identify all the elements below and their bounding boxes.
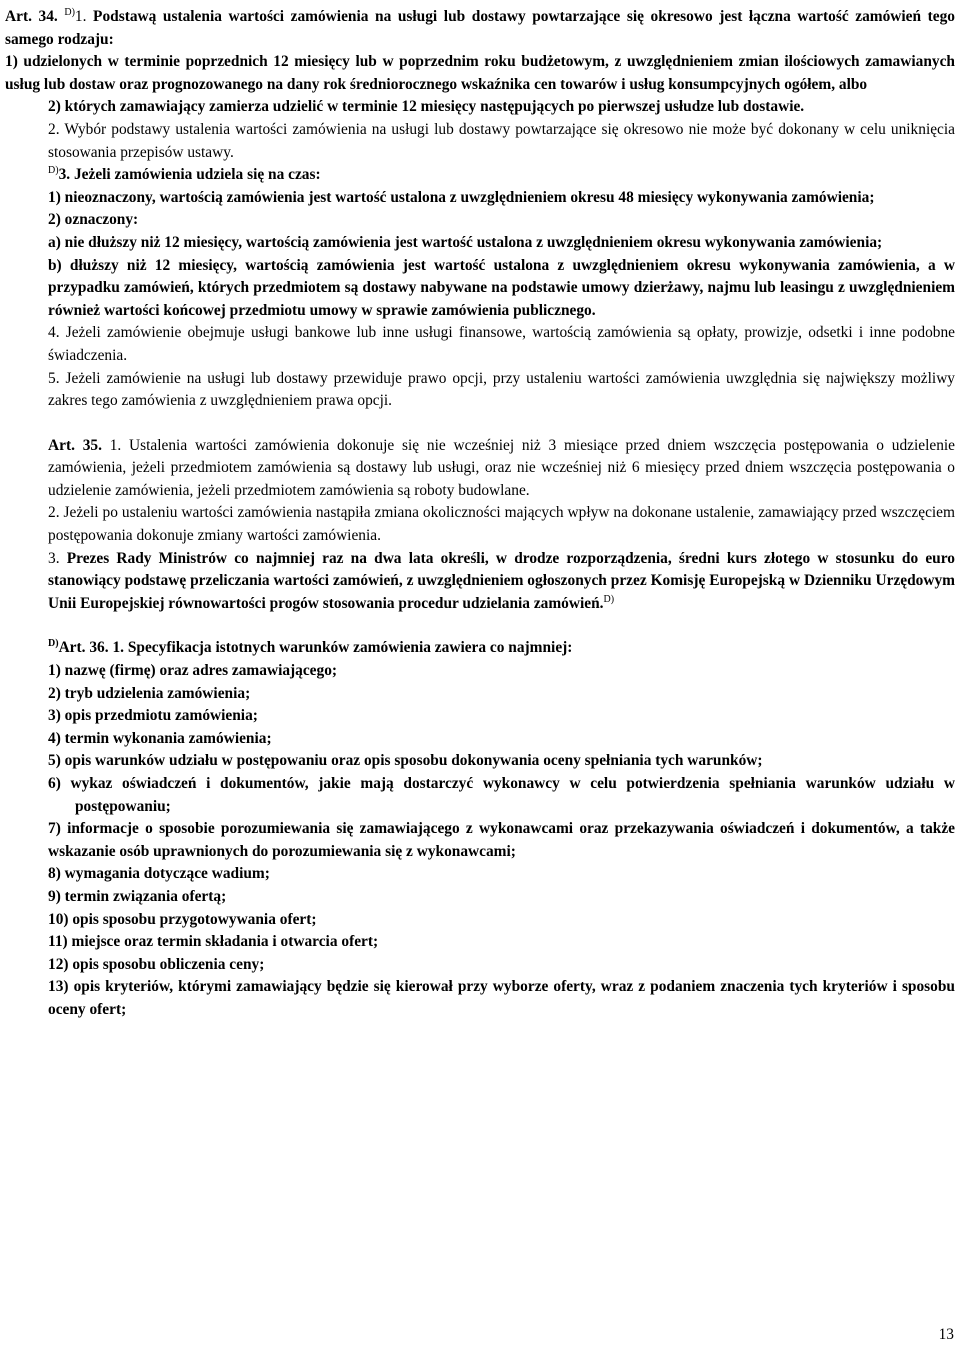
art34-p3-point1: 1) nieoznaczony, wartością zamówienia jest wartość ustalona z uwzględnieniem okresu 48 miesięcy wykonywania zamówienia; xyxy=(48,188,875,206)
art34-p1-text: Podstawą ustalenia wartości zamówienia na usługi lub dostawy powtarzające się okresowo jest łączna wartość zamówień tego samego rodzaju: xyxy=(5,8,955,48)
list-item: 6) wykaz oświadczeń i dokumentów, jakie mają dostarczyć wykonawcy w celu potwierdzenia spełniania warunków udziału w postępowaniu; xyxy=(48,775,955,815)
art35-heading: Art. 35. xyxy=(48,436,102,454)
art35-p3-text: Prezes Rady Ministrów co najmniej raz na dwa lata określi, w drodze rozporządzenia, średni kurs złotego w stosunku do euro stanowiący podstawę przeliczania wartości zamówień, z uwzględnieniem ogłoszonych przez Komisję Europejską w Dzienniku Urzędowym Unii Europejskiej równowartości progów stosowania procedur udzielania zamówień. xyxy=(48,549,955,612)
art35-p2-num: 2. xyxy=(48,504,60,522)
list-item: 1) nazwę (firmę) oraz adres zamawiającego; xyxy=(48,662,338,680)
art34-p1-point2: 2) których zamawiający zamierza udzielić w terminie 12 miesięcy następujących po pierwszej usłudze lub dostawie. xyxy=(48,98,805,116)
art34-p1-point1: 1) udzielonych w terminie poprzednich 12 miesięcy lub w poprzednim roku budżetowym, z uwzględnieniem zmian ilościowych zamawianych usług lub dostaw oraz prognozowanego na dany rok średniorocznego wskaźnika cen towarów i usług konsumpcyjnych ogółem, albo xyxy=(5,53,955,93)
art35-p3 xyxy=(5,548,955,616)
art34-p3-num: 3. xyxy=(58,166,71,184)
document-page xyxy=(5,6,955,1022)
list-item: 12) opis sposobu obliczenia ceny; xyxy=(48,955,265,973)
art34-p5-num: 5. xyxy=(48,369,60,387)
art34-p5 xyxy=(5,368,955,413)
art35-p2 xyxy=(5,502,955,547)
art34-p2-text: Wybór podstawy ustalenia wartości zamówienia na usługi lub dostawy powtarzające się okresowo nie może być dokonany w celu uniknięcia stosowania przepisów ustawy. xyxy=(48,120,955,161)
art35-p1-num: 1. xyxy=(109,436,122,454)
list-item: 13) opis kryteriów, którymi zamawiający będzie się kierował przy wyborze oferty, wraz z podaniem znaczenia tych kryteriów i sposobu oceny ofert; xyxy=(48,978,955,1018)
list-item: 7) informacje o sposobie porozumiewania się zamawiającego z wykonawcami oraz przekazywania oświadczeń i dokumentów, a także wskazanie osób uprawnionych do porozumiewania się z wykonawcami; xyxy=(48,820,955,860)
art34-p3-text: Jeżeli zamówienia udziela się na czas: xyxy=(73,166,321,184)
section-gap xyxy=(5,413,955,435)
list-item: 9) termin związania ofertą; xyxy=(48,887,227,905)
art35-p1 xyxy=(5,435,955,503)
list-item: 11) miejsce oraz termin składania i otwarcia ofert; xyxy=(48,933,379,951)
art36-p1 xyxy=(5,637,955,660)
art34-p3-intro xyxy=(5,164,955,187)
list-item: 2) tryb udzielenia zamówienia; xyxy=(48,684,251,702)
art34-p3-point2a: a) nie dłuższy niż 12 miesięcy, wartością zamówienia jest wartość ustalona z uwzględnieniem okresu wykonywania zamówienia; xyxy=(48,233,883,251)
art34-p4-text: Jeżeli zamówienie obejmuje usługi bankowe lub inne usługi finansowe, wartością zamówienia są opłaty, prowizje, odsetki i inne podobne świadczenia. xyxy=(48,324,955,364)
art34-mark: D) xyxy=(64,7,75,18)
art36-heading: Art. 36. xyxy=(58,639,109,657)
page-number: 13 xyxy=(938,1326,954,1343)
art34-p3-point2: 2) oznaczony: xyxy=(48,211,139,229)
list-item: 8) wymagania dotyczące wadium; xyxy=(48,865,270,883)
art35-p2-text: Jeżeli po ustaleniu wartości zamówienia nastąpiła zmiana okoliczności mających wpływ na dokonane ustalenie, zamawiający przed wszczęciem postępowania dokonuje zmiany wartości zamówienia. xyxy=(48,504,955,545)
art34-p1-intro xyxy=(5,6,955,51)
art34-p1-num: 1. xyxy=(74,8,87,25)
list-item: 3) opis przedmiotu zamówienia; xyxy=(48,707,258,725)
art34-heading: Art. 34. xyxy=(5,8,58,25)
art34-p5-text: Jeżeli zamówienie na usługi lub dostawy przewiduje prawo opcji, przy ustaleniu wartości zamówienia uwzględnia się największy możliwy zakres tego zamówienia z uwzględnieniem prawa opcji. xyxy=(48,369,956,410)
list-item: 5) opis warunków udziału w postępowaniu oraz opis sposobu dokonywania oceny spełniania tych warunków; xyxy=(48,752,763,770)
art34-p2-num: 2. xyxy=(48,120,60,138)
art34-p2 xyxy=(5,119,955,164)
art34-p3-point2b: b) dłuższy niż 12 miesięcy, wartością zamówienia jest wartość ustalona z uwzględnieniem okresu wykonywania zamówienia, a w przypadku zamówień, których przedmiotem są dostawy nabywane na podstawie umowy dzierżawy, najmu lub leasingu z uwzględnieniem również wartości końcowej przedmiotu umowy w sprawie zamówienia publicznego. xyxy=(48,256,955,319)
art34-p3-mark: D) xyxy=(48,165,59,177)
art35-p3-num: 3. xyxy=(48,549,60,567)
art36-mark: D) xyxy=(48,638,59,650)
art34-p4 xyxy=(5,322,955,367)
section-gap xyxy=(5,615,955,637)
art36-p1-num: 1. xyxy=(112,639,124,657)
art36-p1-text: Specyfikacja istotnych warunków zamówienia zawiera co najmniej: xyxy=(127,639,573,657)
art35-p1-text: Ustalenia wartości zamówienia dokonuje się nie wcześniej niż 3 miesiące przed dniem wszczęcia postępowania o udzielenie zamówienia, jeżeli przedmiotem zamówienia są dostawy lub usługi, oraz nie wcześniej niż 6 miesięcy przed dniem wszczęcia postępowania o udzielenie zamówienia, jeżeli przedmiotem zamówienia są roboty budowlane. xyxy=(48,436,955,499)
art34-p4-num: 4. xyxy=(48,324,60,342)
art35-mark: D) xyxy=(603,593,615,605)
list-item: 4) termin wykonania zamówienia; xyxy=(48,729,272,747)
list-item: 10) opis sposobu przygotowywania ofert; xyxy=(48,910,317,928)
